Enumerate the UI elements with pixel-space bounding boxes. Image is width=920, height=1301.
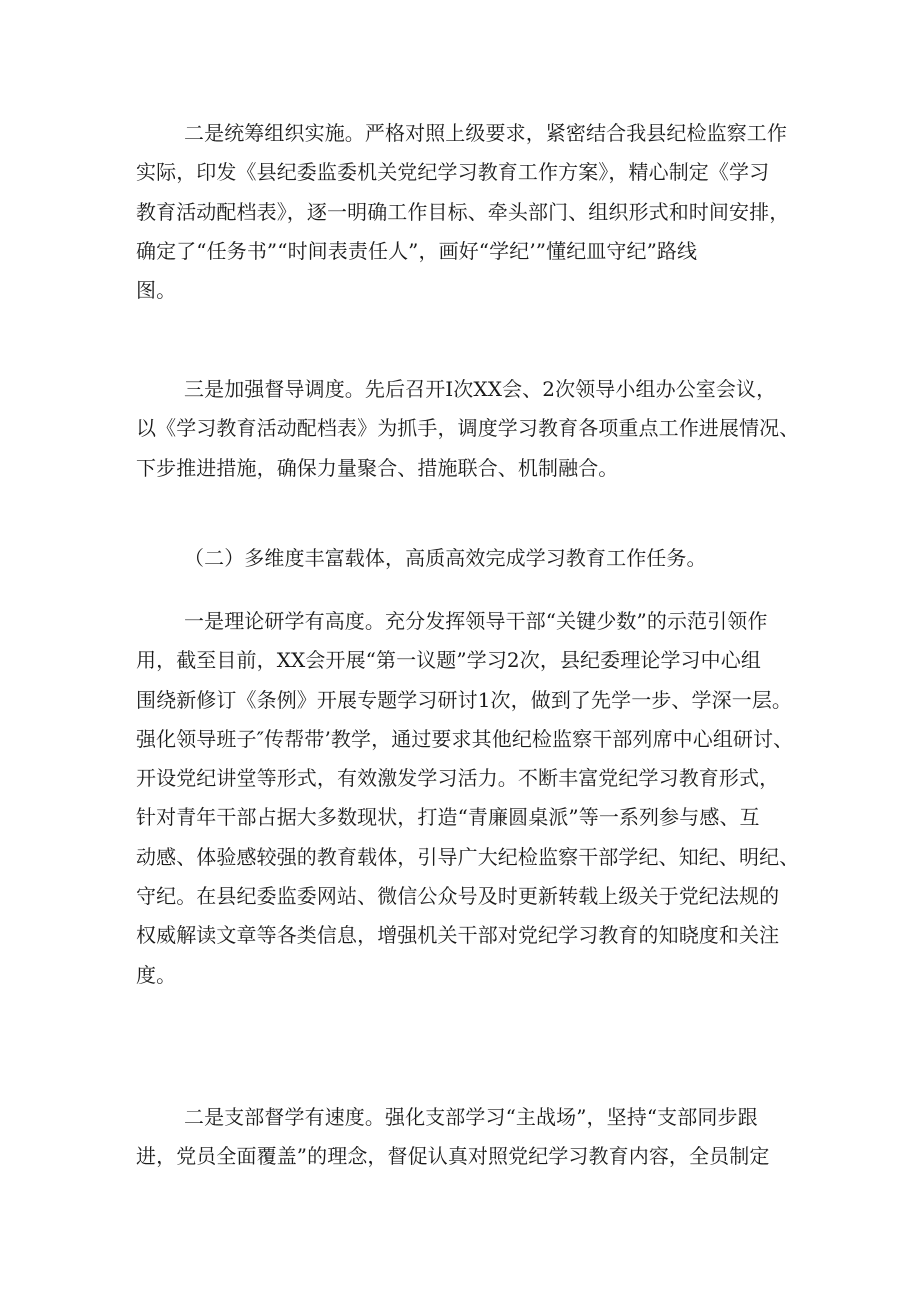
text-line: 强化领导班子″传帮带’教学，通过要求其他纪检监察干部列席中心组研讨、 [136, 726, 794, 751]
text-line: 一是理论研学有高度。充分发挥领导干部“关键少数”的示范引领作 [184, 609, 768, 633]
text-line: 下步推进措施，确保力量聚合、措施联合、机制融合。 [136, 455, 619, 480]
text-line: 进，党员全面覆盖”的理念，督促认真对照党纪学习教育内容，全员制定 [136, 1144, 770, 1169]
paragraph-1 [136, 114, 790, 310]
text-line: 用，截至目前，XX会开展“第一议题”学习2次，县纪委理论学习中心组 [136, 648, 761, 673]
text-line: 开设党纪讲堂等形式，有效激发学习活力。不断丰富党纪学习教育形式， [136, 766, 780, 791]
text-line: 动感、体验感较强的教育载体，引导广大纪检监察干部学纪、知纪、明纪、 [136, 844, 800, 869]
heading-line: （二）多维度丰富载体，高质高效完成学习教育工作任务。 [184, 546, 707, 570]
text-line: 围绕新修订《条例》开展专题学习研讨1次，做到了先学一步、学深一层。 [136, 687, 793, 712]
text-line: 教育活动配档表》，逐一明确工作目标、牵头部门、组织形式和时间安排， [136, 199, 790, 224]
paragraph-2 [136, 370, 800, 488]
text-line: 以《学习教育活动配档表》为抓手，调度学习教育各项重点工作进展情况、 [136, 416, 800, 441]
text-line: 二是支部督学有速度。强化支部学习“主战场”，坚持“支部同步跟 [184, 1105, 758, 1129]
section-heading [136, 539, 786, 578]
paragraph-5 [136, 1098, 786, 1177]
text-line: 确定了“任务书”“时间表责任人”，画好“学纪’”懂纪皿守纪”路线 [136, 238, 698, 263]
text-line: 二是统筹组织实施。严格对照上级要求，紧密结合我县纪检监察工作 [184, 121, 787, 145]
paragraph-4 [136, 602, 800, 995]
text-line: 守纪。在县纪委监委网站、微信公众号及时更新转载上级关于党纪法规的 [136, 884, 780, 909]
text-line: 针对青年干部占据大多数现状，打造“青廉圆桌派”等一系列参与感、互 [136, 805, 760, 830]
text-line: 实际，印发《县纪委监委机关党纪学习教育工作方案》，精心制定《学习 [136, 160, 770, 185]
text-line: 权威解读文章等各类信息，增强机关干部对党纪学习教育的知晓度和关注 [136, 923, 780, 948]
text-line: 度。 [136, 962, 177, 987]
text-line: 三是加强督导调度。先后召开I次XX会、2次领导小组办公室会议， [184, 377, 777, 401]
text-line: 图。 [136, 278, 177, 303]
